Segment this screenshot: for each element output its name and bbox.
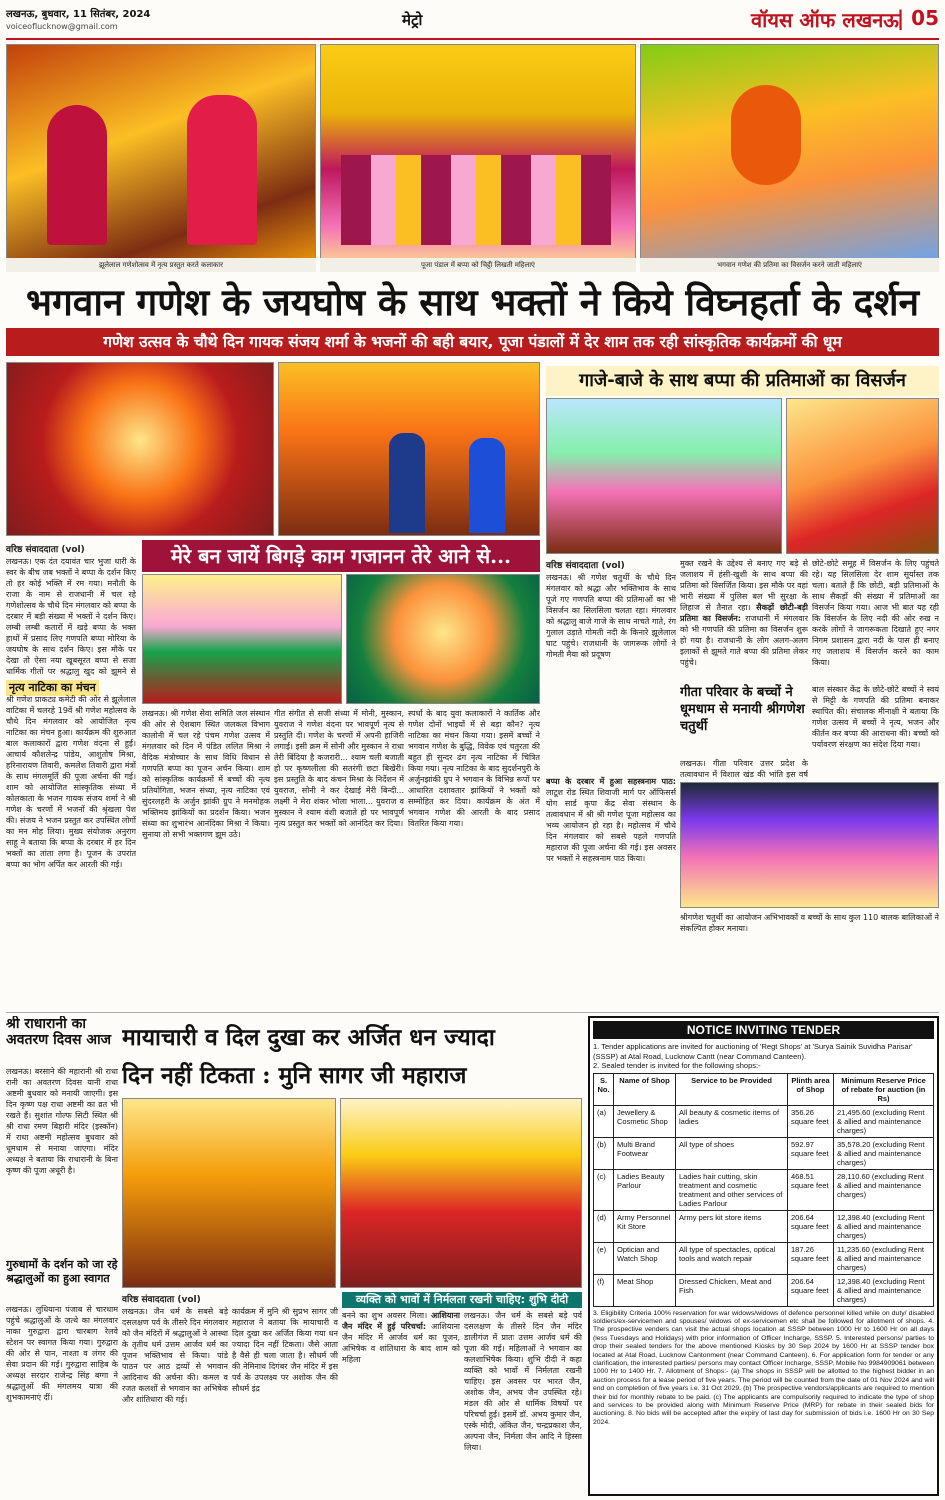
cell: (d) — [594, 1210, 614, 1242]
story-text-part: मुक्त रखने के उद्देश्य से बनाए गए बड़े से जलाशय में हंसी-खुशी के साथ बप्पा की प्रतिमा को विसर्जित किया। इस मौके पर वहां भारी संख्या में पुलिस बल भी सुरक्षा के लिहाज से तैनात रहा। — [680, 559, 808, 612]
photo-caption: श्रीगणेश चतुर्थी का आयोजन अभिभावकों व बच्चों के साथ कुल 110 बालक बालिकाओं ने संकल्पित होकर मनाया। — [680, 913, 939, 933]
photo-jain-devotees — [340, 1098, 582, 1288]
muni-headline-line1: मायाचारी व दिल दुखा कर अर्जित धन ज्यादा — [122, 1024, 495, 1051]
subhead-nritya — [6, 676, 136, 692]
issue-date: लखनऊ, बुधवार, 11 सितंबर, 2024 — [6, 9, 151, 20]
cell: 12,398.40 (excluding Rent & allied and maintenance charges) — [834, 1274, 934, 1306]
photo-singer-stage — [278, 362, 540, 536]
tender-table — [593, 1073, 934, 1307]
contact-email[interactable]: voiceoflucknow@gmail.com — [6, 22, 118, 31]
cell: (c) — [594, 1169, 614, 1210]
radha-headline: श्री राधारानी का अवतरण दिवस आज — [6, 1016, 112, 1048]
story-text: लखनऊ। श्री गणेश सेवा समिति जल संस्थान की ओर से ऐशबाग स्थित जलकल विभाग कालोनी में चल रहे पंचम गणेश उत्सव में मंगलवार को दिन में पंडित ललित मिश्रा ने वैदिक मंत्रोच्चार के साथ विधि विधान से गणपति बप्पा का पूजन अर्चन किया। शाम को सांस्कृतिक कार्यक्रमों में बच्चों की नृत्य प्रतियोगिता, भजन संध्या, नृत्य नाटिका एवं सुंदरलहरी के अर्जुन झांकी ग्रुप ने मनमोहक भक्तिमय झांकियों का प्रदर्शन किया। भजन संध्या का शुभारंभ आनंदिका मिश्रा ने किया। सुनाया तो सभी भक्तगण झूम उठे। — [142, 709, 270, 839]
shubhi-headline: व्यक्ति को भावों में निर्मलता रखनी चाहिए: शुभि दीदी — [342, 1292, 582, 1308]
cell: All type of spectacles, optical tools and watch repair — [676, 1242, 788, 1274]
cell: Army pers kit store items — [676, 1210, 788, 1242]
column-header: Plinth area of Shop — [788, 1073, 834, 1105]
cell: 12,398.40 (excluding Rent & allied and maintenance charges) — [834, 1210, 934, 1242]
story-text — [464, 1310, 582, 1494]
cell: All type of shoes — [676, 1137, 788, 1169]
table-row — [594, 1210, 934, 1242]
tender-notice — [588, 1016, 939, 1496]
photo-caption: झूलेलाल गणेशोत्सव में नृत्य प्रस्तुत करते कलाकार — [6, 258, 316, 272]
byline: वरिष्ठ संवाददाता (vol) — [6, 545, 85, 555]
cell: Ladies hair cutting, skin treatment and cosmetic treatment and other services of Ladies Parlour — [676, 1169, 788, 1210]
photo-ganesh-idol — [6, 362, 274, 536]
cell: Multi Brand Footwear — [614, 1137, 676, 1169]
muni-headline-line2: दिन नहीं टिकता : मुनि सागर जी महाराज — [122, 1062, 467, 1089]
sub-headline: गणेश उत्सव के चौथे दिन गायक संजय शर्मा के भजनों की बही बयार, पूजा पंडालों में देर शाम तक रही सांस्कृतिक कार्यक्रमों की धूम — [6, 328, 939, 356]
photo-visarjan-crowd — [546, 398, 782, 554]
story-text — [546, 776, 676, 1008]
cell: (e) — [594, 1242, 614, 1274]
cell: 187.26 square feet — [788, 1242, 834, 1274]
cell: (b) — [594, 1137, 614, 1169]
cell: Optician and Watch Shop — [614, 1242, 676, 1274]
cell: 206.64 square feet — [788, 1210, 834, 1242]
photo-pandal-women — [320, 44, 636, 272]
story-text-part: बनने का शुभ अवसर मिला। — [342, 1311, 428, 1320]
story-text — [342, 1310, 460, 1494]
story-text-part: लखनऊ। जैन धर्म के सबसे बड़े पर्व दसलक्षण के तीसरे दिन जैन मंदिर डालीगंज में प्रातः उत्तम आर्जव धर्म की पूजा की गई। महिलाओं ने भगवान का कलशाभिषेक किया। शुभि दीदी ने कहा व्यक्ति को भावों में निर्मलता रखनी चाहिए। इस अवसर पर भारत जैन, अशोक जैन, अभय जैन उपस्थित रहे। — [464, 1311, 582, 1397]
column-header: S. No. — [594, 1073, 614, 1105]
table-row — [594, 1242, 934, 1274]
subhead-label: आशियाना जैन मंदिर में हुई परिचर्चा: — [342, 1311, 460, 1331]
cell: 356.26 square feet — [788, 1105, 834, 1137]
subhead-label: नृत्य नाटिका का मंचन — [6, 680, 99, 696]
story-text: गीत संगीत से सजी संध्या में मोनी, मुस्कान, युवराज ने गणेश वंदना पर भावपूर्ण नृत्य से प्रस्तुति दी। गणेश के चरणों में अपनी हाजिरी लगाई। इसी क्रम में सोनी और मुस्कान ने राधा तेरी बिंदिया है कजरारी... श्याम चली बजाती हो पर कृष्णलीला की सतरंगी छटा बिखेरी। इस प्रस्तुति के बाद कंचन मिश्रा के निर्देशन में युवराज, सोनी ने कर देखाई मेरी बिन्दी... लक्ष्मी ने मेरा शंकर भोला भाला... युवराज व मुस्कान ने श्याम वंशी बजाते हो पर भावपूर्ण नृत्य प्रस्तुत कर भक्तों को आनंदित कर दिया। — [274, 709, 404, 828]
cell: Dressed Chicken, Meat and Fish — [676, 1274, 788, 1306]
story-text-part: लाटूश रोड स्थित शिवाजी मार्ग पर ऑफिसर्स योग सार्ड कृपा केंद्र सेवा संस्थान के तत्वावधान में श्री श्री गणेश पूजा महोत्सव का भव्य आयोजन हो रहा है। महोत्सव में चौथे दिन मंगलवार को सबसे पहले गणपति महाराज की पूजा अर्चना की गई। इस अवसर पर भक्तों ने सहस्त्रनाम पाठ किया। — [546, 788, 676, 863]
photo-jain-temple — [122, 1098, 336, 1288]
story-text: लखनऊ। लुधियाना पंजाब से चारधाम पहुंचे श्रद्धालुओं के जत्थे का मंगलवार नाका गुरुद्वारा द्वारा चारबाग रेलवे स्टेशन पर स्वागत किया गया। गुरुद्वारा की ओर से पान, नाश्ता व लंगर की सेवा प्रदान की गई। गुरुद्वारा साहिब के अध्यक्ष सरदार राजेन्द्र सिंह बग्गा ने श्रद्धालुओं की मंगलमय यात्रा की शुभकामनाएं दीं। — [6, 1305, 118, 1402]
photo-caption: पूजा पंडाल में बप्पा को चिट्ठी लिखती महिलाएं — [320, 258, 636, 272]
divider — [6, 1012, 939, 1013]
mid-headline: मेरे बन जायें बिगड़े काम गजानन तेरे आने से... — [142, 540, 540, 572]
story-text: लखनऊ। एक दंत दयावंत चार भुजा धारी के स्वर के बीच जब भक्तों ने बप्पा के दर्शन किए तो हर कोई भक्ति में रम गया। मनौती के राजा के नाम से राजधानी में चल रहे गणेशोत्सव के चौथे दिन मंगलवार को बप्पा के दरबार में बड़ी संख्या में भक्तों ने दर्शन किए। लम्बी लम्बी कतारों में खड़े बप्पा के भक्त हाथों में प्रसाद लिए गणपति बप्पा मोरिया के जयघोष के साथ दर्शन किए। इस मौके पर देखा तो ऐसा नया खूबसूरत बप्पा से सजा धार्मिक गीतों पर श्रद्धालु खुद को झूमने से — [6, 557, 136, 676]
geeta-headline: गीता परिवार के बच्चों ने धूमधाम से मनायी श्रीगणेश चतुर्थी — [680, 685, 805, 734]
column-header: Minimum Reserve Price of rebate for auction (in Rs) — [834, 1073, 934, 1105]
cell: 21,495.60 (excluding Rent & allied and maintenance charges) — [834, 1105, 934, 1137]
guru-headline: गुरुधामों के दर्शन को जा रहे श्रद्धालुओं का हुआ स्वागत — [6, 1258, 118, 1285]
subhead-label: सैकड़ों छोटी-बड़ी प्रतिमा का विसर्जन: — [680, 603, 808, 623]
tender-para: 1. Tender applications are invited for auctioning of 'Regt Shops' at 'Surya Sainik Suvidha Parisar' (SSSP) at Atal Road, Lucknow Cantt (near Command Canteen). — [593, 1042, 913, 1061]
photo-tableau — [142, 574, 342, 704]
main-headline: भगवान गणेश के जयघोष के साथ भक्तों ने किये विघ्नहर्ता के दर्शन — [25, 280, 920, 324]
story-text: श्री गणेश प्राकट्य कमेटी की ओर से झूलेलाल वाटिका में चलरहे 19वें श्री गणेश महोत्सव के चौथे दिन मंगलवार को आयोजित नृत्य नाटिका का मंचन हुआ। कार्यक्रम की शुरुआत बाल कलाकारों द्वारा गणेश वंदना से हुई। आचार्य कौशलेन्द्र पांडेय, आशुतोष मिश्रा, हरिनारायण तिवारी, कमलेश तिवारी द्वारा मंत्रों के साथ मंगलमूर्ति की पूजा अर्चना की गई। शाम को आयोजित सांस्कृतिक संध्या में कोलकाता के भजन गायक संजय शर्मा ने श्री गणेश के चरणों में भजनों की श्रृंखला पेश की। संजय ने भजन प्रस्तुत कर उपस्थित लोगों का मन मोह लिया। मुख्य संयोजक अनुराग साहू ने बताया कि बप्पा के दरबार में हर दिन भक्तों का तांता लगा है। पूजन के उपरांत बप्पा का भोग अर्पित कर आरती की गई। — [6, 695, 136, 869]
story-text: कार्यक्रम में मुनि श्री सुप्रभ सागर जी महाराज ने बताया कि मायाचारी व दिल दुखा कर अर्जित किया गया धन ज्यादा दिन नहीं टिकता। जैसे आता है वैसे ही चला जाता है। सौधर्म जी की नेमिनाथ दिगंबर जैन मंदिर में इस पर्व के उपलक्ष्य पर अशोक जैन की सौधर्म इंद्र — [232, 1307, 338, 1393]
story-text-part: राजधानी में मंगलवार को भी गणपति की प्रतिमा का विसर्जन शुरू हो गया है। राजधानी के लोग अलग-अलग इलाकों से झूमते गाते बप्पा की प्रतिमा लेकर पहुंचे। — [680, 614, 808, 667]
table-header-row — [594, 1073, 934, 1105]
column-header: Service to be Provided — [676, 1073, 788, 1105]
cell: (f) — [594, 1274, 614, 1306]
photo-children-ganesh — [680, 782, 939, 908]
table-row — [594, 1274, 934, 1306]
table-row — [594, 1169, 934, 1210]
byline: वरिष्ठ संवाददाता (vol) — [122, 1295, 201, 1305]
cell: Army Personnel Kit Store — [614, 1210, 676, 1242]
story-text-part: मंडल की ओर से धार्मिक विषयों पर परिचर्चा हुई। इसमें डॉ. अभय कुमार जैन, एस्के मोदी, अंकित जैन, चन्द्रप्रकाश जैन, अल्पना जैन, निर्मला जैन आदि ने हिस्सा लिया। — [464, 1399, 582, 1452]
story-text: लखनऊ। जैन धर्म के सबसे बड़े दसलक्षण पर्व के तीसरे दिन मंगलवार को जैन मंदिरों में श्रद्धालुओं ने आस्था के तृतीय धर्म उत्तम आर्जव धर्म का पूजन भक्तिभाव से किया। पांडे पाठन पर आठ द्रव्यों से भगवान आदिनाथ की अर्चना की। कमल व रजत कलशों से भगवान का अभिषेक और शांतिधारा की गई। — [122, 1307, 228, 1404]
story-text: लखनऊ। श्री गणेश चतुर्थी के चौथे दिन मंगलवार को श्रद्धा और भक्तिभाव के साथ पूजे गए गणपति बप्पा की प्रतिमाओं का भी विसर्जन का सिलसिला चलता रहा। मंगलवार को श्रद्धालु बाजे गाजे के साथ नाचते गाते, रंग गुलाल उड़ाते गोमती नदी के किनारे झूलेलाल घाट पहुंचे। राजधानी के जागरूक लोगों ने गोमती मैया को प्रदूषण — [546, 573, 676, 659]
cell: All beauty & cosmetic items of ladies — [676, 1105, 788, 1137]
photo-visarjan-women — [640, 44, 939, 272]
tender-para: 3. Eligibility Criteria 100% reservation for war widows/widows of defence personnel killed while on duty/ disabled soldiers/ex-servicemen and spouses/ widows of ex-servicemen etc shall be followed for allotment of shops. 4. The prospective venders can visit the actual shops location at SSSP between 1000 Hr to 1600 Hr on all days (less Tuesdays and Holidays) with prior information of Officer Incharge, SSSP. 5. Interested persons/ parties to drop their sealed tenders for the above mentioned Kiosks by 30 Sep 2024 by 1600 Hr at SSSP tender box located at Atal Road, Lucknow Cantonment (near Command Canteen). 6. For application form for tender or any clarification, the interested parties/ persons may contact Officer Incharge, SSSP, Mobile No 9984909061 between 1000 Hr to 1400 Hr. 7. Allotment of Shops:- (a) The shops in SSSP will be allotted to the highest bidder in an auction process for a lease period of five years. The period will be counted from the date of 01 Nov 2024 and will end on completion of five years i.e. 31 Oct 2029. (b) The prospective vendors/applicants are required to mention their bid for monthly rebate to be paid. (c) The applicants are compulsorily required to indicate the type of shop and services to be provided along with Minimum Reserve Price (MRP) for rebate in their sealed bids for auctioning. 8. No bids will be accepted after the expiry of last day for submission of bids i.e. 1600 Hr on 30 Sep 2024. — [593, 1309, 934, 1426]
table-row — [594, 1137, 934, 1169]
cell: 11,235.60 (excluding Rent & allied and maintenance charges) — [834, 1242, 934, 1274]
tender-para: 2. Sealed tender is invited for the following shops:- — [593, 1061, 761, 1070]
column-header: Name of Shop — [614, 1073, 676, 1105]
brand-logo: वॉयस ऑफ लखनऊ — [751, 8, 899, 32]
story-text-part: आशियाना जैन मंदिर में आर्जव धर्म का पूजन, अभिषेक व शांतिधारा के बाद शाम को महिला — [342, 1322, 460, 1364]
cell: 35,578.20 (excluding Rent & allied and maintenance charges) — [834, 1137, 934, 1169]
cell: Jewellery & Cosmetic Shop — [614, 1105, 676, 1137]
subhead-label: बप्पा के दरबार में हुआ सहस्त्रनाम पाठ: — [546, 777, 676, 786]
photo-idol-immersion — [786, 398, 939, 554]
photo-dance-performance — [6, 44, 316, 272]
cell: 592.97 square feet — [788, 1137, 834, 1169]
tender-title: NOTICE INVITING TENDER — [593, 1021, 934, 1039]
page-number: | 05 — [896, 6, 939, 30]
photo-caption: भगवान गणेश की प्रतिमा का विसर्जन करने जाती महिलाएं — [640, 258, 939, 272]
cell: Meat Shop — [614, 1274, 676, 1306]
photo-decorated-ganesh — [346, 574, 540, 704]
cell: (a) — [594, 1105, 614, 1137]
byline: वरिष्ठ संवाददाता (vol) — [546, 561, 625, 571]
section-name: मेट्रो — [402, 11, 423, 29]
story-text: छोटे-छोटे समूह में विसर्जन के लिए पहुंचते रहे। यह सिलसिला देर शाम सूर्यास्त तक चला। बताते हैं कि छोटी, बड़ी प्रतिमाओं के साथ सैकड़ों की संख्या में प्रतिमाओं का विसर्जन किया गया। आज भी बात यह रही कि विसर्जन के लिए नदी की ओर रुख न करके लोगों ने जागरूकता दिखाते हुए नगर निगम प्रशासन द्वारा नदी के पास ही बनाए गए जलाशय में विसर्जन करने का काम किया। — [812, 559, 939, 667]
cell: Ladies Beauty Parlour — [614, 1169, 676, 1210]
table-row — [594, 1105, 934, 1137]
cell: 28,110.60 (excluding Rent & allied and maintenance charges) — [834, 1169, 934, 1210]
masthead — [6, 4, 939, 40]
story-text: लखनऊ। गीता परिवार उत्तर प्रदेश के तत्वावधान में विशाल खंड की भांति इस वर्ष — [680, 759, 808, 779]
story-text: बाल संस्कार केंद्र के छोटे-छोटे बच्चों ने स्वयं से मिट्टी के गणपति की प्रतिमा बनाकर स्थापित की। संचालक मीनाक्षी ने बताया कि गणेश उत्सव में बच्चों ने नृत्य, भजन और कीर्तन कर बप्पा की आराधना की। बच्चों को पर्यावरण संरक्षण का संदेश दिया गया। — [812, 685, 939, 749]
story-text: लखनऊ। बरसाने की महारानी श्री राधा रानी का अवतरण दिवस यानी राधा अष्टमी बुधवार को मनायी जाएगी। इस दिन कृष्ण पक्ष राधा अष्टमी का व्रत भी रखते हैं। सुशांत गोल्फ सिटी स्थित श्री श्री राधा रमण बिहारी मंदिर (इस्कॉन) में राधा अष्टमी महोत्सव बुधवार को धूमधाम से मनाया जाएगा। मंदिर अध्यक्ष ने बताया कि राधारानी के बिना कृष्ण की पूजा अधूरी है। — [6, 1067, 118, 1175]
cell: 468.51 square feet — [788, 1169, 834, 1210]
cell: 206.64 square feet — [788, 1274, 834, 1306]
story-text: स्पर्धा के बाद युवा कलाकारों ने कार्तिक और गणेश दोनों भाइयों में से बड़ा कौन? नृत्य नाटिका का मंचन किया गया। इसमें बच्चों ने भगवान गणेश के बुद्धि, विवेक एवं चतुरता की बहुत ही सुन्दर ढंग नृत्य नाटिका में चित्रित किया गया। नृत्य नाटिका के बाद सुदर्शनपुरी के अर्जुनझांकी ग्रुप ने भगवान के विभिन्न रूपों पर आधारित दशावतार झांकियों ने भक्तों को सम्मोहित कर दिया। कार्यक्रम के अंत में भगवान गणेश की आरती के बाद प्रसाद वितरित किया गया। — [408, 709, 540, 828]
visarjan-headline: गाजे-बाजे के साथ बप्पा की प्रतिमाओं का विसर्जन — [546, 366, 939, 396]
